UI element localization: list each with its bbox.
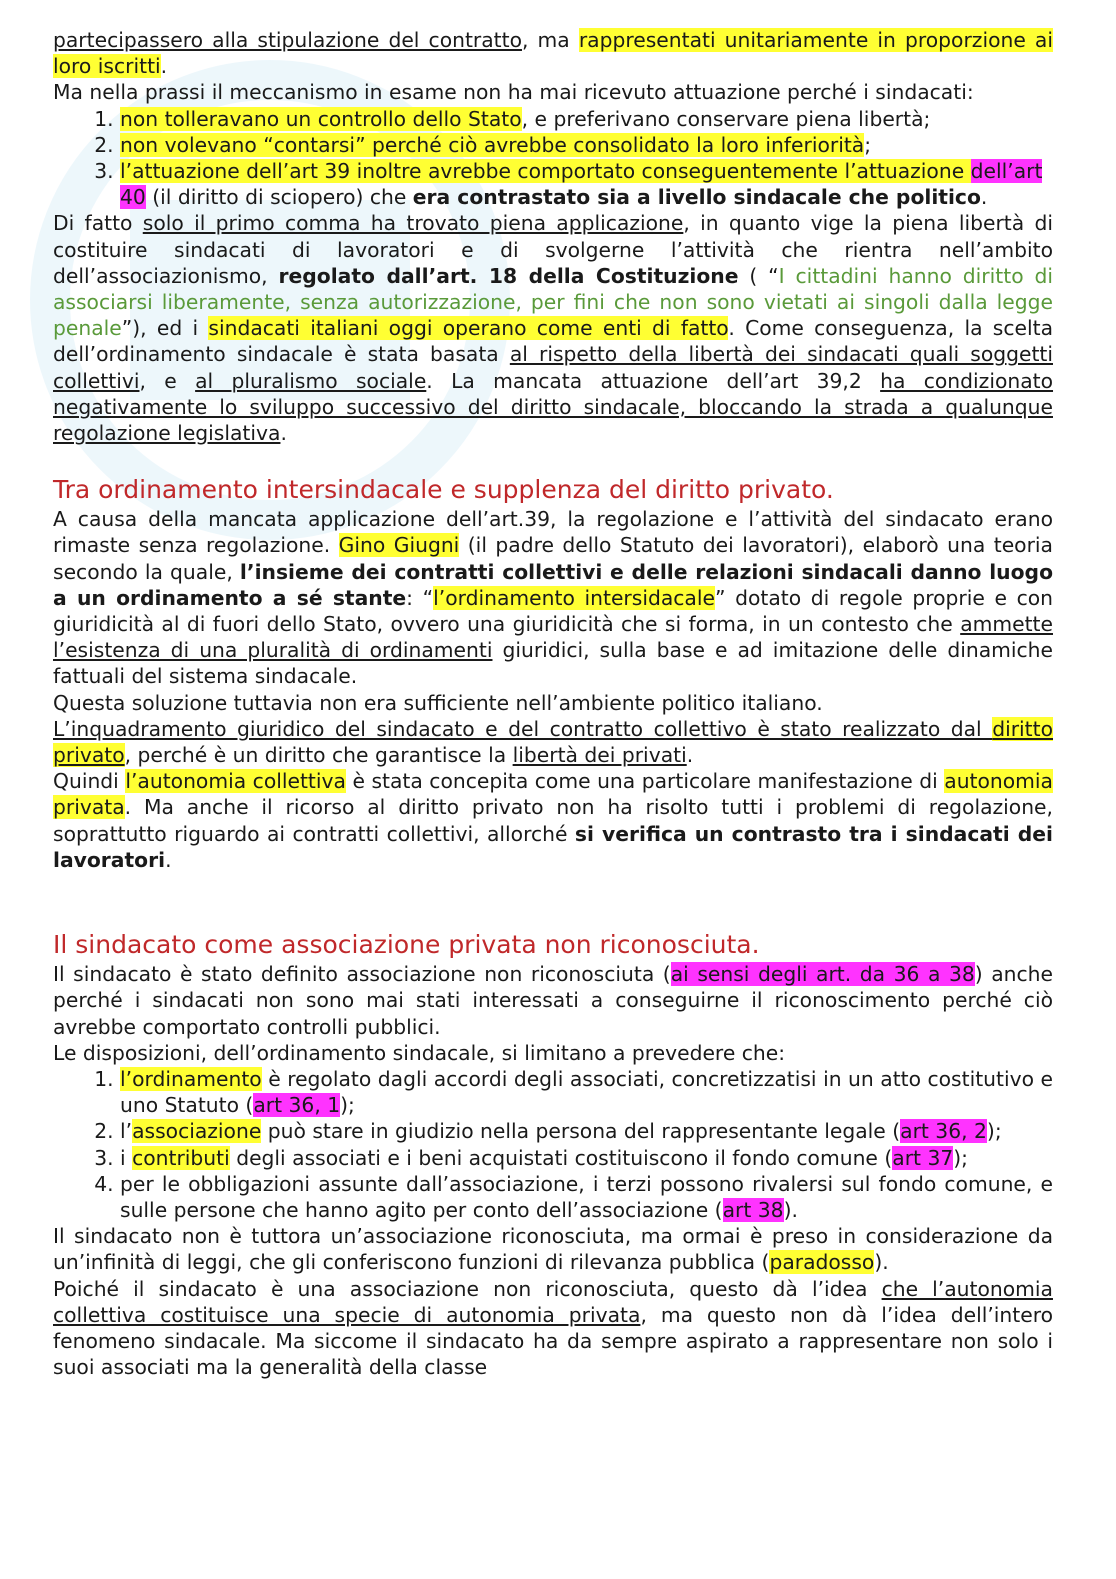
text-run: l’ (120, 1119, 133, 1144)
paragraph-autonomia (53, 768, 1053, 873)
underlined-text: partecipassero alla stipulazione del contratto (53, 28, 522, 52)
text-run: Il sindacato è stato definito associazione non riconosciuta ( (53, 962, 671, 987)
underlined-text: L’inquadramento giuridico del sindacato e del contratto collettivo è stato realizzato dal (53, 716, 993, 741)
list-item (120, 1171, 1053, 1223)
text-run: ); (953, 1145, 969, 1170)
highlight-yellow: l’ordinamento intersidacale (433, 585, 715, 610)
text-run: Di fatto (53, 211, 143, 236)
text-run: ). (874, 1250, 889, 1275)
paragraph-intro (53, 27, 1053, 79)
text-run: , ma (521, 28, 579, 52)
underlined-text: solo il primo comma ha trovato piena applicazione (142, 211, 684, 236)
bold-text: si verifica un contrasto tra i sindacati dei lavoratori (53, 821, 1053, 872)
text-run: , e preferivano conservare piena libertà; (521, 106, 931, 131)
bold-text: regolato dall’art. 18 della Costituzione (278, 263, 739, 288)
highlight-magenta: art 36, 1 (253, 1093, 341, 1118)
text-run: , in quanto vige la piena libertà di costituire sindacati di lavoratori e di svolgerne l’attività che rientra nell’ambito dell’associazionismo, (53, 211, 1053, 288)
text-run: Quindi (53, 769, 126, 794)
text-run: è stata concepita come una particolare manifestazione di (345, 769, 945, 794)
highlight-yellow: non volevano “contarsi” perché ciò avrebbe consolidato la loro inferiorità (120, 132, 865, 157)
bold-text: l’insieme dei contratti collettivi e delle relazioni sindacali danno luogo a un ordinamento a sé stante (53, 559, 1053, 610)
text-run: Il sindacato non è tuttora un’associazione riconosciuta, ma ormai è preso in considerazione da un’infinità di leggi, che gli conferiscono funzioni di rilevanza pubblica ( (53, 1224, 1053, 1275)
section-heading-associazione: Il sindacato come associazione privata non riconosciuta. (53, 930, 760, 960)
highlight-yellow: Gino Giugni (338, 533, 460, 558)
section-heading-ordinamento: Tra ordinamento intersindacale e supplenza del diritto privato. (53, 475, 834, 505)
text-run: A causa della mancata applicazione dell’art.39, la regolazione e l’attività del sindacato erano rimaste senza regolazione. (53, 507, 1053, 558)
text-run: ”), ed i (121, 316, 209, 341)
paragraph-non-riconosciuta (53, 961, 1053, 1040)
list-item (120, 1145, 1053, 1171)
text-run: , e (139, 368, 196, 393)
underlined-text: al rispetto della libertà dei sindacati quali soggetti collettivi (53, 342, 1053, 393)
text-run: . (160, 54, 168, 79)
document-page (53, 27, 1053, 1380)
text-run: può stare in giudizio nella persona del rappresentante legale ( (261, 1119, 901, 1144)
text-run: . (280, 421, 287, 446)
text-run: . (980, 185, 988, 210)
highlight-yellow: rappresentati unitariamente in proporzione ai loro iscritti (53, 28, 1053, 79)
text-run: ) anche perché i sindacati non sono mai stati interessati a conseguirne il riconoscimento perché ciò avrebbe comportato controlli pubblici. (53, 962, 1053, 1039)
list-reasons (53, 106, 1053, 211)
list-item (120, 106, 1053, 132)
underlined-text: ammette l’esistenza di una pluralità di ordinamenti (53, 612, 1053, 663)
text-run: . Ma anche il ricorso al diritto privato non ha risolto tutti i problemi di regolazione, soprattutto riguardo ai contratti collettivi, allorché (53, 795, 1053, 846)
highlight-yellow: l’attuazione dell’art 39 inoltre avrebbe comportato conseguentemente l’attuazione (120, 159, 971, 184)
underlined-text: ha condizionato negativamente lo sviluppo successivo del diritto sindacale, bloccando la strada a qualunque regolazione legislativa (53, 368, 1054, 446)
text-run: ); (986, 1119, 1002, 1144)
text-run: . (686, 743, 694, 768)
paragraph-disposizioni: Le disposizioni, dell’ordinamento sindacale, si limitano a prevedere che: (53, 1040, 786, 1065)
text-run: degli associati e i beni acquistati costituiscono il fondo comune ( (229, 1145, 893, 1170)
text-run: (il padre dello Statuto dei lavoratori), elaborò una teoria secondo la quale, (53, 533, 1053, 584)
text-run: , perché è un diritto che garantisce la (124, 743, 513, 768)
text-run: : “ (406, 585, 434, 610)
text-run: , ma questo non dà l’idea dell’intero fenomeno sindacale. Ma siccome il sindacato ha da sempre aspirato a rappresentare non solo i suoi associati ma la generalità della classe (53, 1302, 1053, 1380)
text-run: ). (783, 1197, 798, 1222)
text-run: ); (340, 1093, 355, 1118)
list-disposizioni (53, 1066, 1053, 1223)
paragraph-conclusione (53, 1276, 1053, 1381)
text-run: giuridici, sulla base e ad imitazione delle dinamiche fattuali del sistema sindacale. (53, 638, 1053, 689)
text-run: per le obbligazioni assunte dall’associazione, i terzi possono rivalersi sul fondo comune, e sulle persone che hanno agito per conto dell’associazione ( (120, 1171, 1053, 1222)
highlight-yellow: associazione (132, 1119, 262, 1144)
text-run: ; (864, 132, 872, 157)
highlight-yellow: non tolleravano un controllo dello Stato (120, 106, 522, 131)
text-run: è regolato dagli accordi degli associati, concretizzatisi in un atto costitutivo e uno Statuto ( (120, 1066, 1053, 1118)
bold-text: era contrastato sia a livello sindacale che politico (412, 185, 981, 210)
highlight-yellow: sindacati italiani oggi operano come enti di fatto (208, 316, 729, 341)
highlight-magenta: ai sensi degli art. da 36 a 38 (670, 962, 975, 987)
highlight-magenta: art 36, 2 (900, 1119, 987, 1144)
highlight-yellow: contributi (132, 1145, 230, 1170)
text-run: . (165, 847, 172, 872)
paragraph-paradosso (53, 1223, 1053, 1275)
paragraph-inquadramento (53, 716, 1053, 768)
paragraph-soluzione: Questa soluzione tuttavia non era sufficiente nell’ambiente politico italiano. (53, 690, 823, 715)
highlight-yellow: paradosso (769, 1250, 875, 1275)
highlight-yellow: autonomia privata (53, 769, 1053, 820)
list-item (120, 158, 1053, 210)
highlight-magenta: dell’art 40 (120, 159, 1043, 210)
text-run: . La mancata attuazione dell’art 39,2 (426, 368, 881, 393)
list-item (120, 132, 1053, 158)
highlight-magenta: art 37 (892, 1145, 954, 1170)
paragraph-prassi: Ma nella prassi il meccanismo in esame non ha mai ricevuto attuazione perché i sindacati: (53, 80, 974, 105)
paragraph-di-fatto (53, 210, 1053, 446)
text-run: ” dotato di regole proprie e con giuridicità al di fuori dello Stato, ovvero una giuridicità che si forma, in un contesto che (53, 585, 1053, 637)
list-item (120, 1066, 1053, 1118)
text-run: . Come conseguenza, la scelta dell’ordinamento sindacale è stata basata (53, 316, 1053, 367)
text-run: Poiché il sindacato è una associazione non riconosciuta, questo dà l’idea (53, 1276, 882, 1301)
quote-green: I cittadini hanno diritto di associarsi liberamente, senza autorizzazione, per fini che non sono vietati ai singoli dalla legge penale (53, 263, 1053, 341)
text-run: ( “ (738, 263, 779, 288)
underlined-text: che l’autonomia collettiva costituisce una specie di autonomia privata (53, 1276, 1053, 1327)
text-run: i (120, 1145, 133, 1170)
highlight-yellow: l’ordinamento (120, 1066, 262, 1091)
underlined-text: al pluralismo sociale (195, 368, 427, 393)
highlight-magenta: art 38 (722, 1197, 784, 1222)
highlight-yellow: l’autonomia collettiva (125, 769, 346, 794)
text-run: (il diritto di sciopero) che (145, 185, 413, 210)
list-item (120, 1118, 1053, 1144)
paragraph-giugni (53, 506, 1053, 689)
underlined-text: libertà dei privati (512, 743, 687, 768)
highlight-yellow: diritto privato (53, 716, 1053, 768)
